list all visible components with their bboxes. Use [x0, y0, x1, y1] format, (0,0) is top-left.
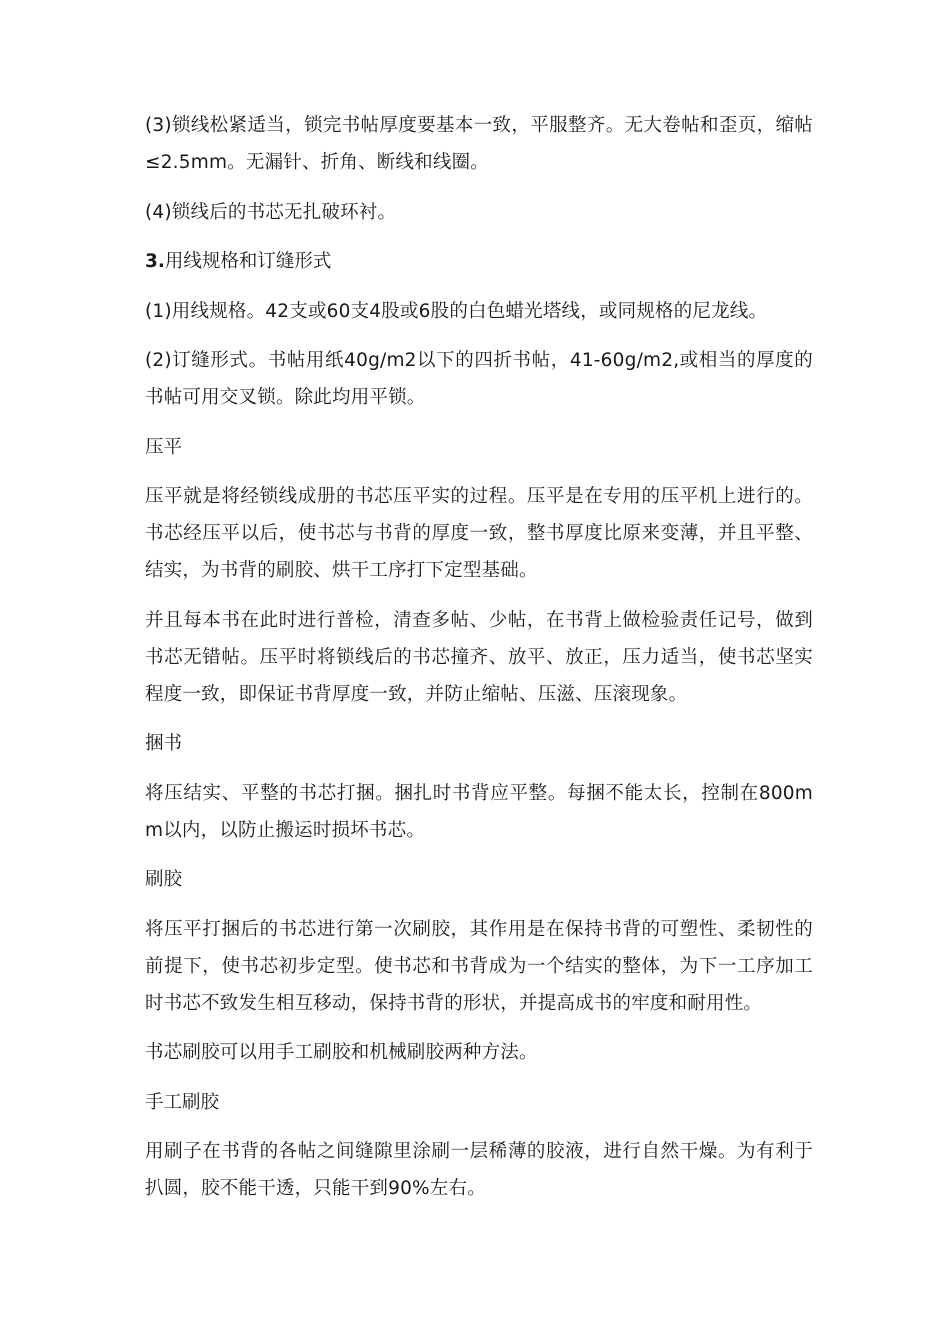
paragraph-gluing-methods: 书芯刷胶可以用手工刷胶和机械刷胶两种方法。	[145, 1042, 538, 1063]
paragraph-manual-gluing: 用刷子在书背的各帖之间缝隙里涂刷一层稀薄的胶液，进行自然干燥。为有利于扒圆，胶不能干透，只能干到90%左右。	[145, 1141, 813, 1199]
paragraph-gluing-purpose: 将压平打捆后的书芯进行第一次刷胶，其作用是在保持书背的可塑性、柔韧性的前提下，使书芯初步定型。使书芯和书背成为一个结实的整体，为下一工序加工时书芯不致发生相互移动，保持书背的形状，并提高成书的牢度和耐用性。	[145, 918, 813, 1014]
section-number: 3.	[145, 251, 165, 272]
heading-manual-gluing: 手工刷胶	[145, 1091, 220, 1113]
paragraph-stitch-form: (2)订缝形式。书帖用纸40g/m2以下的四折书帖，41-60g/m2,或相当的厚度的书帖可用交叉锁。除此均用平锁。	[145, 350, 813, 408]
paragraph-thread-spec: (1)用线规格。42支或60支4股或6股的白色蜡光塔线，或同规格的尼龙线。	[145, 300, 768, 322]
heading-pressing: 压平	[145, 436, 183, 458]
document-page	[145, 107, 813, 1220]
paragraph-bundling: 将压结实、平整的书芯打捆。捆扎时书背应平整。每捆不能太长，控制在800mm以内，以防止搬运时损坏书芯。	[145, 782, 813, 841]
paragraph-endpaper-check: (4)锁线后的书芯无扎破环衬。	[145, 201, 397, 223]
section-heading-thread-spec	[145, 243, 813, 280]
paragraph-pressing-inspection: 并且每本书在此时进行普检，清查多帖、少帖，在书背上做检验责任记号，做到书芯无错帖。压平时将锁线后的书芯撞齐、放平、放正，压力适当，使书芯坚实程度一致，即保证书背厚度一致，并防止缩帖、压滋、压滚现象。	[145, 609, 813, 705]
heading-gluing: 刷胶	[145, 869, 183, 890]
paragraph-pressing-definition: 压平就是将经锁线成册的书芯压平实的过程。压平是在专用的压平机上进行的。书芯经压平以后，使书芯与书背的厚度一致，整书厚度比原来变薄，并且平整、结实，为书背的刷胶、烘干工序打下定型基础。	[145, 486, 813, 581]
section-title: 用线规格和订缝形式	[164, 251, 332, 272]
heading-bundling: 捆书	[145, 733, 183, 754]
paragraph-locking-quality: (3)锁线松紧适当，锁完书帖厚度要基本一致，平服整齐。无大卷帖和歪页，缩帖≤2.5mm。无漏针、折角、断线和线圈。	[145, 115, 813, 173]
